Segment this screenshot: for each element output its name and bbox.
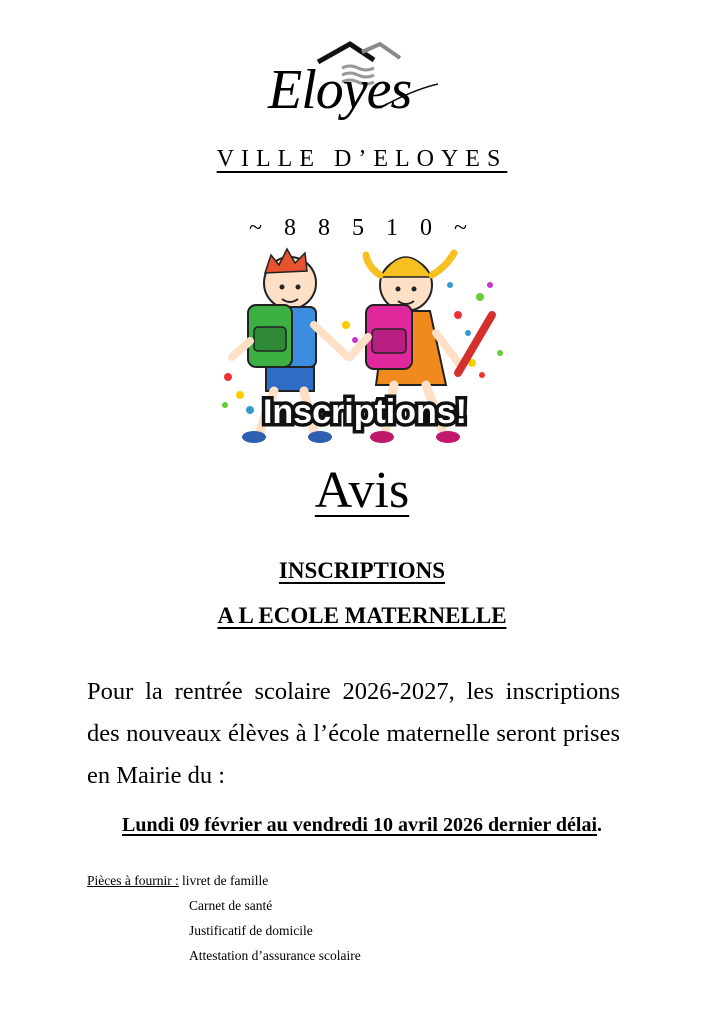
postal-code: ~ 8 8 5 1 0 ~ <box>249 215 475 241</box>
logo-text: Eloyes <box>268 59 412 121</box>
heading-ecole-maternelle: A L ECOLE MATERNELLE <box>217 603 507 628</box>
notice-body: Pour la rentrée scolaire 2026-2027, les inscriptions des nouveaux élèves à l’école maternelle seront prises en Mairie du : <box>87 678 620 789</box>
town-name: VILLE D’ELOYES <box>216 146 508 172</box>
notice-title: Avis <box>314 462 410 519</box>
inscriptions-banner <box>263 393 467 431</box>
registration-dates: Lundi 09 février au vendredi 10 avril 2026 dernier délai. <box>122 814 602 836</box>
piece-item: Justificatif de domicile <box>189 923 313 938</box>
children-with-backpacks-icon <box>210 245 520 455</box>
piece-item: Carnet de santé <box>189 898 273 913</box>
pieces-label: Pièces à fournir : <box>87 873 179 888</box>
dates-suffix: . <box>597 814 602 836</box>
piece-item: Attestation d’assurance scolaire <box>189 948 361 963</box>
piece-item: livret de famille <box>182 873 269 888</box>
heading-inscriptions: INSCRIPTIONS <box>278 558 446 583</box>
svg-text:Inscriptions!: Inscriptions! <box>262 393 468 431</box>
